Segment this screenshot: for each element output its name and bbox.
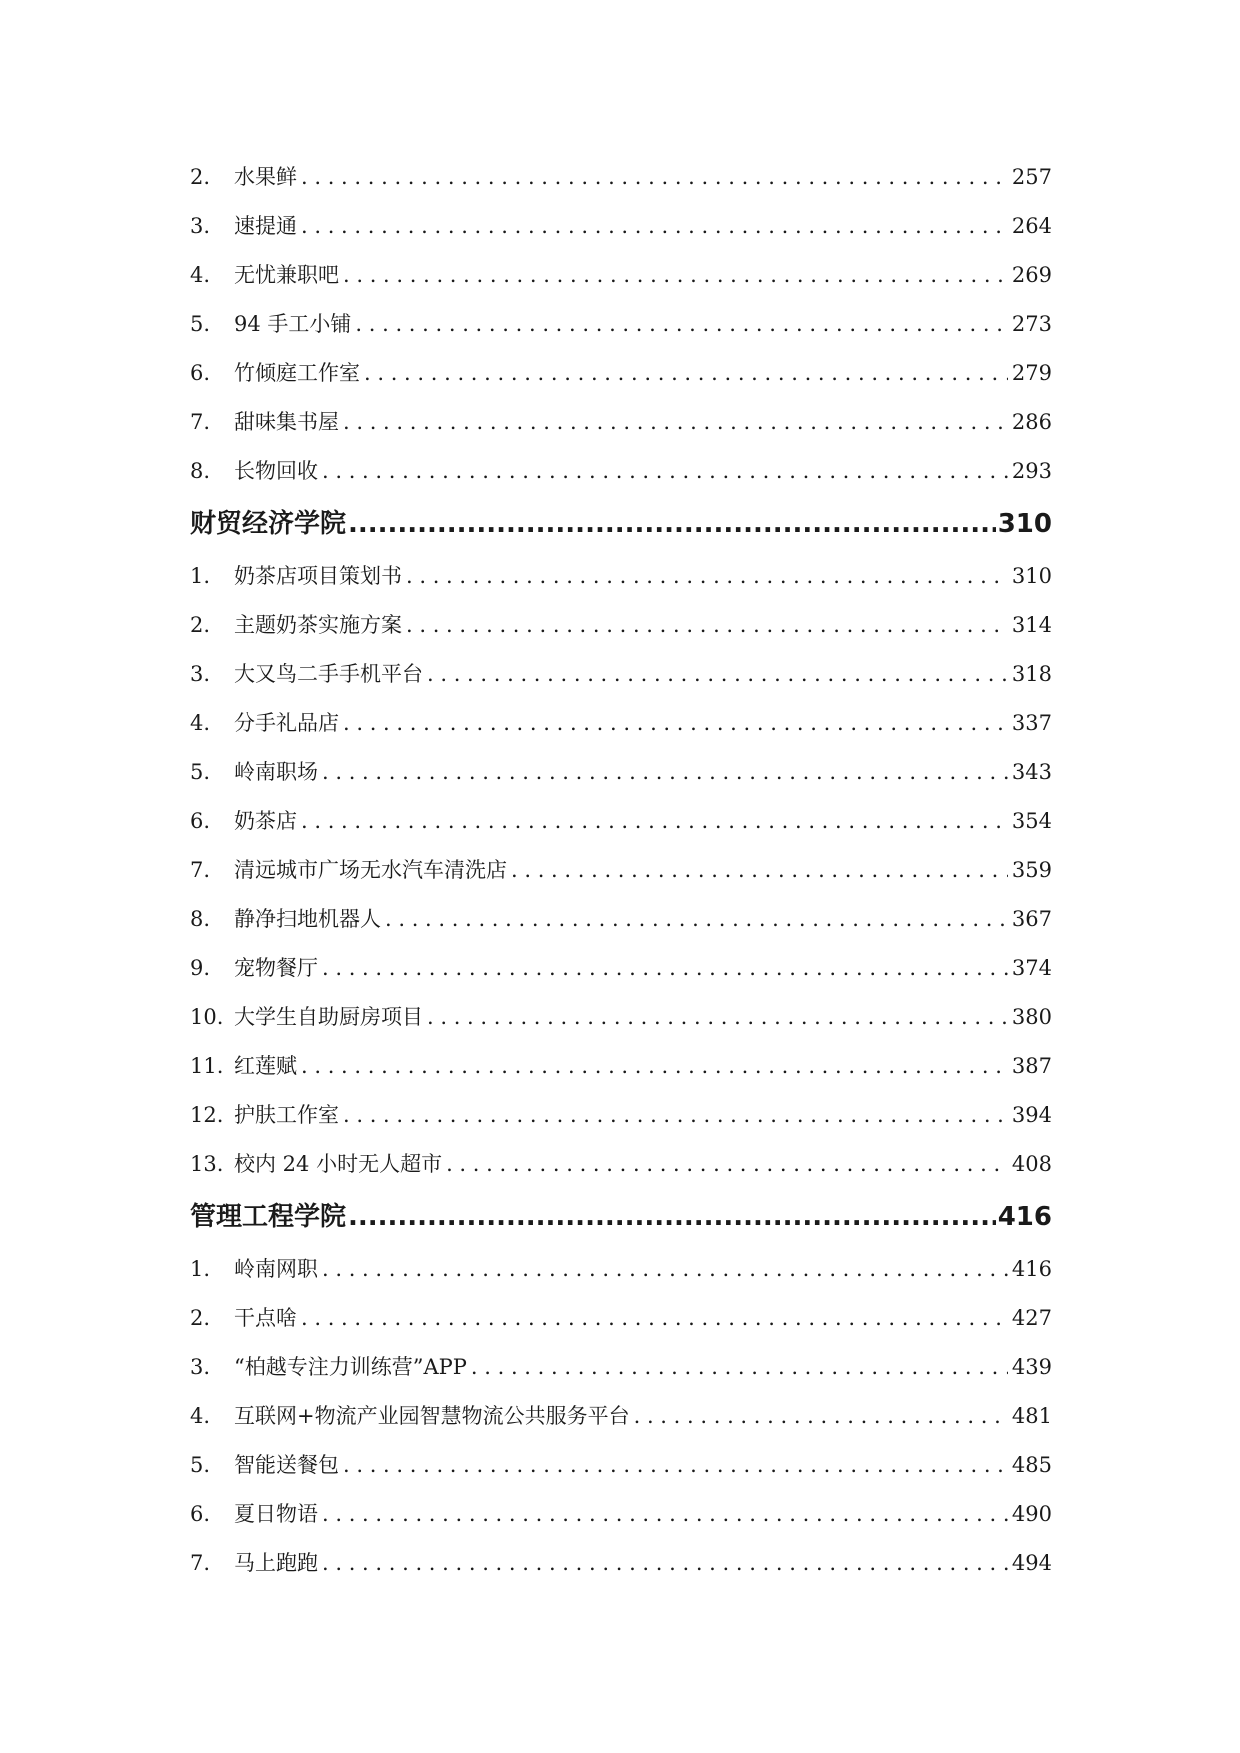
entry-number: 5. [190,1453,211,1477]
entry-number: 10. [190,1005,224,1029]
entry-page: 273 [1011,312,1052,336]
entry-title: 无忧兼职吧 [234,263,339,287]
dot-leader [322,748,1008,797]
toc-entry[interactable] [190,601,1052,650]
dot-leader [406,552,1008,601]
entry-title: 竹倾庭工作室 [234,361,360,385]
toc-entry[interactable] [190,552,1052,601]
entry-page: 490 [1011,1502,1052,1526]
toc-entry[interactable] [190,748,1052,797]
dot-leader [446,1140,1008,1189]
entry-title: 分手礼品店 [234,711,339,735]
entry-title: 甜味集书屋 [234,410,339,434]
section-page: 416 [997,1202,1052,1232]
entry-page: 279 [1011,361,1052,385]
entry-page: 387 [1011,1054,1052,1078]
toc-entry[interactable] [190,447,1052,496]
toc-entry[interactable] [190,944,1052,993]
entry-number: 2. [190,165,211,189]
entry-number: 9. [190,956,211,980]
entry-page: 367 [1011,907,1052,931]
toc-section-heading[interactable] [190,496,1052,552]
toc-entry[interactable] [190,650,1052,699]
dot-leader [343,251,1008,300]
entry-title: 干点啥 [234,1306,297,1330]
entry-page: 318 [1011,662,1052,686]
entry-number: 3. [190,214,211,238]
entry-page: 310 [1011,564,1052,588]
entry-page: 481 [1011,1404,1052,1428]
entry-page: 485 [1011,1453,1052,1477]
entry-title: 夏日物语 [234,1502,318,1526]
toc-entry[interactable] [190,153,1052,202]
entry-title: 静净扫地机器人 [234,907,381,931]
dot-leader [301,153,1008,202]
entry-title: 岭南职场 [234,760,318,784]
toc-entry[interactable] [190,349,1052,398]
toc-entry[interactable] [190,300,1052,349]
entry-number: 11. [190,1054,224,1078]
entry-page: 439 [1011,1355,1052,1379]
entry-title: 校内 24 小时无人超市 [234,1152,443,1176]
entry-number: 12. [190,1103,224,1127]
entry-title: 大又鸟二手手机平台 [234,662,423,686]
entry-number: 8. [190,907,211,931]
toc-entry[interactable] [190,251,1052,300]
entry-title: 马上跑跑 [234,1551,318,1575]
entry-page: 354 [1011,809,1052,833]
dot-leader [427,993,1008,1042]
dot-leader [634,1392,1008,1441]
entry-title: “柏越专注力训练营”APP [234,1355,467,1379]
entry-page: 257 [1011,165,1052,189]
table-of-contents [190,153,1052,1588]
entry-page: 394 [1011,1103,1052,1127]
dot-leader [322,1245,1008,1294]
section-title: 财贸经济学院 [190,509,347,539]
toc-entry[interactable] [190,1042,1052,1091]
entry-number: 13. [190,1152,224,1176]
entry-page: 427 [1011,1306,1052,1330]
dot-leader [322,944,1008,993]
entry-page: 293 [1011,459,1052,483]
entry-number: 7. [190,410,211,434]
entry-title: 94 手工小铺 [234,312,352,336]
toc-entry[interactable] [190,895,1052,944]
entry-number: 3. [190,1355,211,1379]
entry-page: 416 [1011,1257,1052,1281]
toc-entry[interactable] [190,993,1052,1042]
entry-title: 护肤工作室 [234,1103,339,1127]
entry-page: 359 [1011,858,1052,882]
entry-page: 269 [1011,263,1052,287]
dot-leader [301,1042,1008,1091]
entry-title: 奶茶店 [234,809,297,833]
entry-number: 5. [190,312,211,336]
toc-entry[interactable] [190,846,1052,895]
dot-leader [348,1189,996,1245]
entry-number: 4. [190,1404,211,1428]
dot-leader [343,1441,1008,1490]
entry-number: 6. [190,361,211,385]
entry-number: 2. [190,613,211,637]
section-page: 310 [997,509,1052,539]
entry-page: 343 [1011,760,1052,784]
entry-title: 速提通 [234,214,297,238]
dot-leader [355,300,1008,349]
entry-number: 7. [190,858,211,882]
dot-leader [301,797,1008,846]
dot-leader [301,202,1008,251]
entry-title: 智能送餐包 [234,1453,339,1477]
entry-page: 264 [1011,214,1052,238]
dot-leader [427,650,1008,699]
entry-page: 380 [1011,1005,1052,1029]
toc-entry[interactable] [190,202,1052,251]
dot-leader [511,846,1008,895]
toc-entry[interactable] [190,1490,1052,1539]
dot-leader [343,398,1008,447]
dot-leader [348,496,996,552]
dot-leader [385,895,1008,944]
dot-leader [364,349,1008,398]
toc-entry[interactable] [190,1441,1052,1490]
dot-leader [322,1539,1008,1588]
entry-title: 水果鲜 [234,165,297,189]
entry-number: 1. [190,564,211,588]
toc-entry[interactable] [190,1245,1052,1294]
entry-title: 大学生自助厨房项目 [234,1005,423,1029]
entry-number: 4. [190,263,211,287]
entry-page: 408 [1011,1152,1052,1176]
toc-section-heading[interactable] [190,1189,1052,1245]
entry-number: 7. [190,1551,211,1575]
toc-entry[interactable] [190,1392,1052,1441]
toc-entry[interactable] [190,699,1052,748]
toc-entry[interactable] [190,1140,1052,1189]
entry-title: 主题奶茶实施方案 [234,613,402,637]
toc-entry[interactable] [190,797,1052,846]
dot-leader [322,447,1008,496]
entry-page: 374 [1011,956,1052,980]
entry-number: 1. [190,1257,211,1281]
dot-leader [343,699,1008,748]
entry-title: 宠物餐厅 [234,956,318,980]
dot-leader [406,601,1008,650]
entry-page: 286 [1011,410,1052,434]
entry-title: 奶茶店项目策划书 [234,564,402,588]
entry-page: 494 [1011,1551,1052,1575]
entry-number: 4. [190,711,211,735]
entry-number: 6. [190,1502,211,1526]
entry-number: 6. [190,809,211,833]
toc-entry[interactable] [190,1294,1052,1343]
entry-number: 8. [190,459,211,483]
entry-title: 红莲赋 [234,1054,297,1078]
dot-leader [343,1091,1008,1140]
entry-page: 314 [1011,613,1052,637]
entry-title: 清远城市广场无水汽车清洗店 [234,858,507,882]
entry-title: 长物回收 [234,459,318,483]
toc-entry[interactable] [190,1343,1052,1392]
dot-leader [301,1294,1008,1343]
toc-entry[interactable] [190,398,1052,447]
entry-number: 5. [190,760,211,784]
toc-entry[interactable] [190,1539,1052,1588]
entry-number: 2. [190,1306,211,1330]
entry-title: 互联网+物流产业园智慧物流公共服务平台 [234,1404,630,1428]
dot-leader [471,1343,1008,1392]
toc-entry[interactable] [190,1091,1052,1140]
entry-title: 岭南网职 [234,1257,318,1281]
section-title: 管理工程学院 [190,1202,347,1232]
dot-leader [322,1490,1008,1539]
entry-page: 337 [1011,711,1052,735]
entry-number: 3. [190,662,211,686]
